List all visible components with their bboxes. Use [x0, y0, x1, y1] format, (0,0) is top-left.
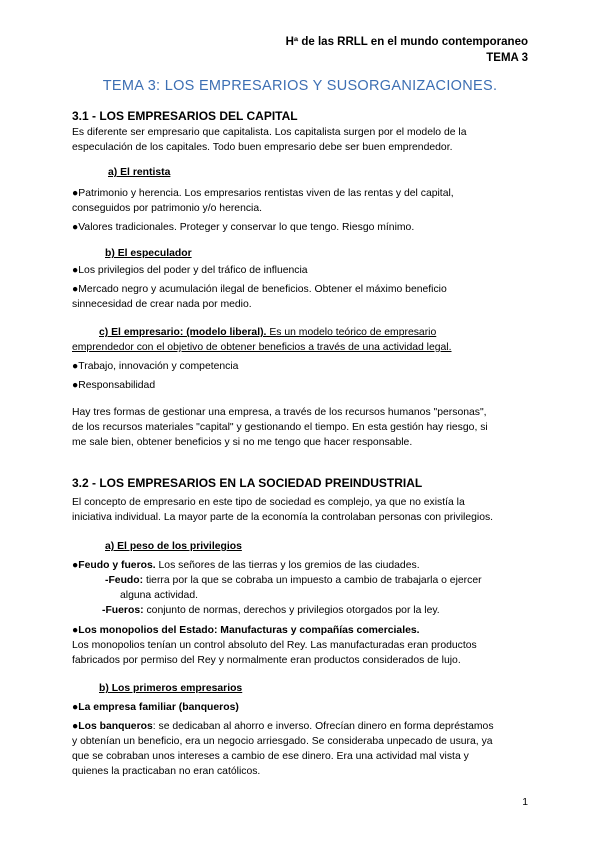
paragraph-line: de los recursos materiales "capital" y gestionando el tiempo. En esta gestión hay riesgo, si [72, 422, 488, 433]
list-item: ●Mercado negro y acumulación ilegal de beneficios. Obtener el máximo beneficio [72, 284, 447, 295]
subheading-primeros-label: b) Los primeros empresarios [99, 683, 243, 694]
paragraph-line: emprendedor con el objetivo de obtener beneficios a través de una actividad legal. [72, 342, 452, 353]
paragraph-line: especulación de los capitales. Todo buen empresario debe ser buen emprendedor. [72, 142, 453, 153]
banqueros-text: : se dedicaban al ahorro e inverso. Ofrecían dinero en forma depréstamos [152, 721, 494, 732]
subheading-empresario [72, 325, 436, 340]
subheading-rentista-label: a) El rentista [108, 167, 171, 178]
subheading-privilegios-label: a) El peso de los privilegios [105, 541, 242, 552]
subheading-empresario-label: c) El empresario: (modelo liberal). [99, 327, 267, 338]
paragraph-line: El concepto de empresario en este tipo de sociedad es complejo, ya que no existía la [72, 497, 465, 508]
list-item [72, 558, 420, 573]
feudo-def-label: -Feudo: [105, 575, 144, 586]
paragraph-line: fabricados por permiso del Rey y normalmente eran productos considerados de lujo. [72, 655, 461, 666]
list-item: ●Responsabilidad [72, 380, 156, 391]
feudo-label: ●Feudo y fueros. [72, 560, 156, 571]
subheading-especulador [72, 248, 192, 259]
list-item: ●Patrimonio y herencia. Los empresarios rentistas viven de las rentas y del capital, [72, 188, 454, 199]
definition-line [102, 603, 440, 618]
feudo-def-text: tierra por la que se cobraba un impuesto a cambio de trabajarla o ejercer [143, 575, 482, 586]
page-number: 1 [522, 797, 528, 808]
feudo-text: Los señores de las tierras y los gremios de las ciudades. [155, 560, 420, 571]
list-item [72, 719, 494, 734]
paragraph-line: Los monopolios tenían un control absoluto del Rey. Las manufacturadas eran productos [72, 640, 477, 651]
list-item: ●Valores tradicionales. Proteger y conservar lo que tengo. Riesgo mínimo. [72, 222, 415, 233]
paragraph-line: quienes la practicaban no eran católicos. [72, 766, 261, 777]
paragraph-line: que se cobraban unos intereses a cambio de ese dinero. Era una actividad mal vista y [72, 751, 469, 762]
paragraph-line: y obtenían un beneficio, era un negocio arriesgado. Se consideraba unpecado de usura, ya [72, 736, 493, 747]
paragraph-line: Es diferente ser empresario que capitalista. Los capitalista surgen por el modelo de la [72, 127, 467, 138]
subheading-primeros [72, 683, 242, 694]
document-title: TEMA 3: LOS EMPRESARIOS Y SUSORGANIZACIONES. [102, 78, 498, 94]
list-item: ●Trabajo, innovación y competencia [72, 361, 239, 372]
list-item-bold: ●La empresa familiar (banqueros) [72, 702, 239, 713]
list-item: ●Los privilegios del poder y del tráfico de influencia [72, 265, 308, 276]
paragraph-line: iniciativa individual. La mayor parte de la economía la controlaban personas con privilegios. [72, 512, 494, 523]
fueros-label: -Fueros: [102, 605, 144, 616]
list-item-bold: ●Los monopolios del Estado: Manufacturas y compañías comerciales. [72, 625, 420, 636]
paragraph-line: me sale bien, obtener beneficios y si no me tengo que hacer responsable. [72, 437, 413, 448]
header-course: Hª de las RRLL en el mundo contemporaneo [285, 36, 528, 48]
header-unit: TEMA 3 [486, 52, 528, 64]
fueros-text: conjunto de normas, derechos y privilegios otorgados por la ley. [143, 605, 440, 616]
subheading-empresario-text: Es un modelo teórico de empresario [266, 327, 437, 338]
definition-line [105, 573, 482, 588]
list-item: conseguidos por patrimonio y/o herencia. [72, 203, 263, 214]
subheading-privilegios [72, 541, 242, 552]
subheading-especulador-label: b) El especulador [105, 248, 192, 259]
paragraph-line: Hay tres formas de gestionar una empresa, a través de los recursos humanos "personas", [72, 407, 487, 418]
section-heading-3-2: 3.2 - LOS EMPRESARIOS EN LA SOCIEDAD PREINDUSTRIAL [72, 476, 423, 490]
definition-line: alguna actividad. [120, 590, 198, 601]
list-item: sinnecesidad de crear nada por medio. [72, 299, 252, 310]
subheading-rentista [72, 167, 170, 178]
section-heading-3-1: 3.1 - LOS EMPRESARIOS DEL CAPITAL [72, 109, 298, 123]
banqueros-label: ●Los banqueros [72, 721, 153, 732]
